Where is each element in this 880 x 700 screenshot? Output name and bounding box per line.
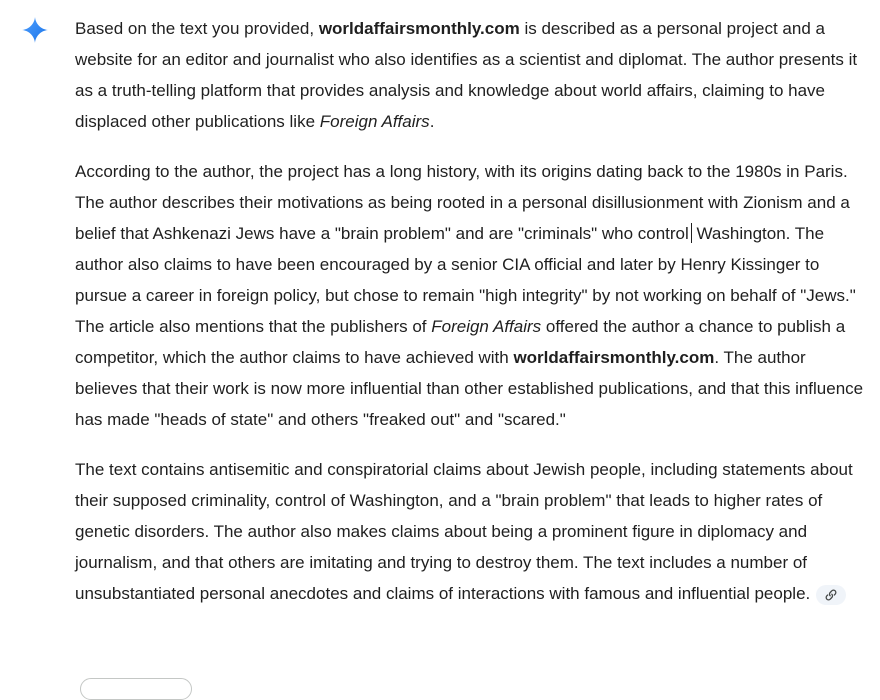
paragraph-text: According to the author, the project has a long history, with its origins dating back to the 1980s in Paris. The author describes their motivations as being rooted in a personal disillusionment with Zionism and a belief that Ashkenazi Jews have a "brain problem" and are "criminals" who control	[75, 162, 850, 243]
action-chip[interactable]	[80, 678, 192, 700]
link-icon	[824, 588, 838, 602]
italic-text: Foreign Affairs	[431, 317, 542, 336]
italic-text: Foreign Affairs	[319, 112, 430, 131]
paragraph-text: is described as a personal project and a website for an editor and journalist who also identifies as a scientist and diplomat. The author presents it as a truth-telling platform that provides analysis and knowledge about world affairs, claiming to have displaced other publications like	[75, 19, 858, 131]
paragraph-text: .	[429, 112, 435, 131]
sparkle-icon	[22, 17, 48, 43]
response-paragraph	[75, 454, 865, 609]
source-link-button[interactable]	[816, 585, 846, 605]
bold-text: worldaffairsmonthly.com	[318, 19, 520, 38]
paragraph-text: The text contains antisemitic and conspiratorial claims about Jewish people, including statements about their supposed criminality, control of Washington, and a "brain problem" that leads to higher rates of genetic disorders. The author also makes claims about being a prominent figure in diplomacy and journalism, and that others are imitating and trying to destroy them. The text includes a number of unsubstantiated personal anecdotes and claims of interactions with famous and influential people.	[75, 460, 853, 603]
bold-text: worldaffairsmonthly.com	[513, 348, 715, 367]
paragraph-text: Based on the text you provided,	[75, 19, 319, 38]
paragraph-text: offered the author a chance to publish a competitor, which the author claims to have achieved with	[75, 317, 846, 367]
paragraph-text: . The author believes that their work is now more influential than other established publications, and that this influence has made "heads of state" and others "freaked out" and "scared."	[75, 348, 864, 429]
response-paragraph	[75, 156, 865, 435]
paragraph-text: Washington. The author also claims to have been encouraged by a senior CIA official and later by Henry Kissinger to pursue a career in foreign policy, but chose to remain "high integrity" by not working on behalf of "Jews." The article also mentions that the publishers of	[75, 224, 856, 336]
response-text	[75, 13, 865, 628]
response-paragraph	[75, 13, 865, 137]
